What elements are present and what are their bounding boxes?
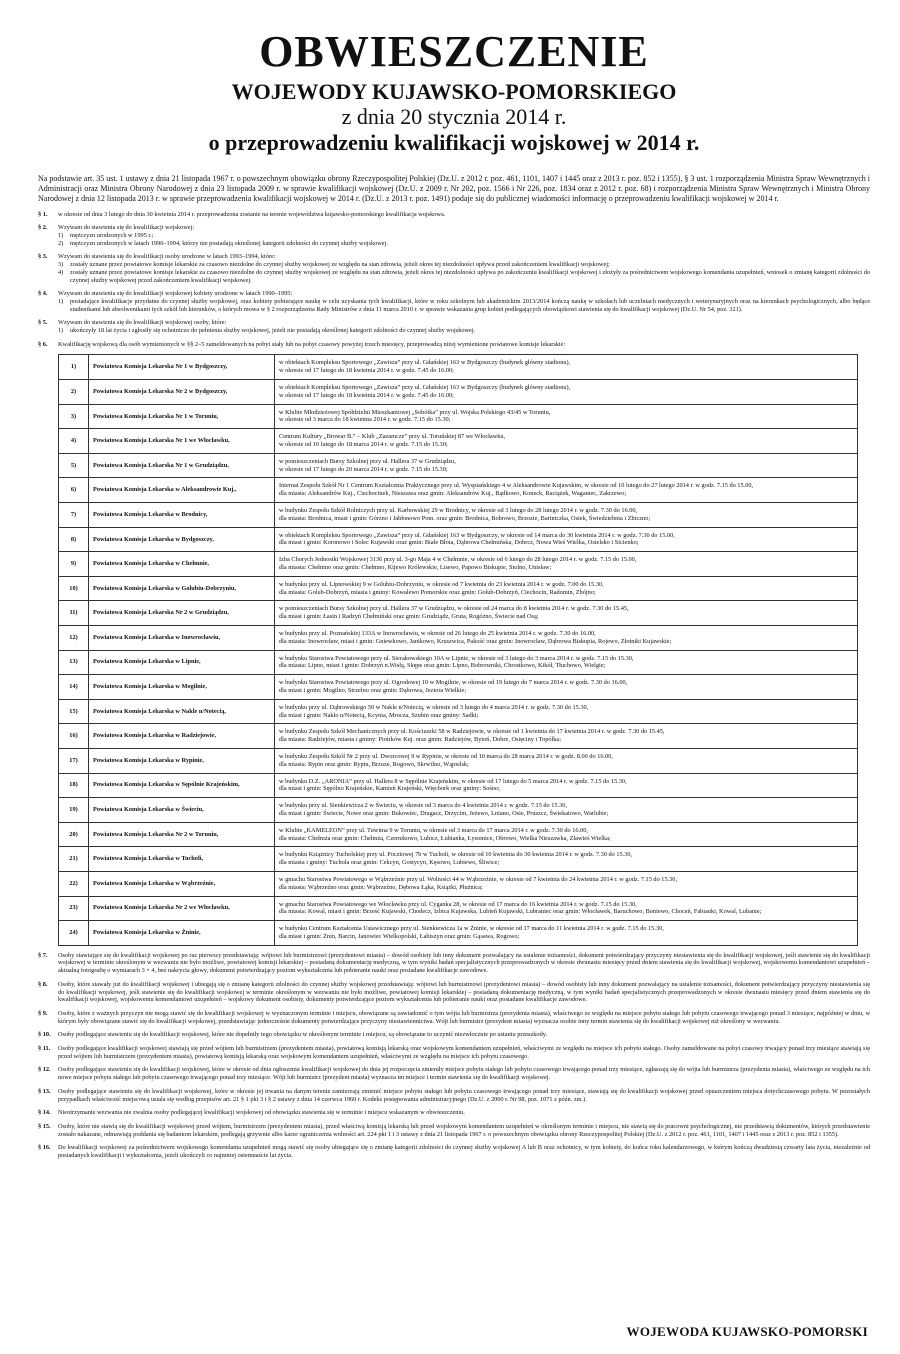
commission-name: Powiatowa Komisja Lekarska Nr 1 w Bydgoszczy, [89,355,275,380]
table-row [59,355,858,380]
section-14 [38,1109,870,1117]
area-line: dla miasta: Kowal, miast i gmin: Brześć Kujawski, Chodecz, Izbica Kujawska, Lubień Kujawski, Lubraniec oraz gmin: Włocławek, Baruchowo, Boniewo, Choceń, Fabianki, Kowal, Lubanie; [279,908,762,916]
section-5 [38,319,870,334]
section-7 [38,952,870,975]
section-text: Kwalifikację wojskową dla osób wymienionych w §§ 2–5 zameldowanych na pobyt stały lub na pobyt czasowy powyżej trzech miesięcy, przeprowadzą niżej wymienione powiatowe komisje lekarskie: [58,340,566,348]
section-number: § 15. [38,1122,51,1130]
section-number: § 3. [38,253,48,261]
list-item: 1) mężczyzn urodzonych w 1995 r.; [58,232,154,240]
section-9 [38,1010,870,1025]
section-text: Wzywam do stawienia się do kwalifikacji wojskowej kobiety urodzone w latach 1990–1995: [58,290,293,298]
commission-name: Powiatowa Komisja Lekarska w Bydgoszczy, [89,527,275,552]
commission-name: Powiatowa Komisja Lekarska Nr 2 w Toruniu, [89,822,275,847]
commission-location [275,552,858,577]
list-item: 3) zostały uznane przez powiatowe komisje lekarskie za czasowo niezdolne do czynnej służby wojskowej ze względu na stan zdrowia, jeżeli okres tej niezdolności upływa przed zakończeniem kwalifikacji wojskowej; [58,261,610,269]
area-line: dla miasta: Aleksandrów Kuj., Ciechocinek, Nieszawa oraz gmin: Aleksandrów Kuj., Bądkowo, Koneck, Raciążek, Waganiec, Zakrzewo; [279,490,627,498]
table-row [59,527,858,552]
commission-location [275,822,858,847]
section-number: § 5. [38,319,48,327]
commission-location [275,503,858,528]
commission-location [275,650,858,675]
section-10 [38,1031,870,1039]
table-row [59,429,858,454]
table-row [59,699,858,724]
commission-name: Powiatowa Komisja Lekarska Nr 1 we Włocławku, [89,429,275,454]
commission-name: Powiatowa Komisja Lekarska Nr 1 w Toruniu, [89,404,275,429]
commission-location [275,380,858,405]
table-row [59,650,858,675]
table-row [59,552,858,577]
section-number: § 13. [38,1087,51,1095]
commission-location [275,404,858,429]
table-row [59,380,858,405]
commission-number: 17) [59,748,89,773]
commission-location [275,601,858,626]
table-row [59,798,858,823]
location-line: Internat Zespołu Szkół Nr 1 Centrum Kształcenia Praktycznego przy ul. Wyspiańskiego 4 w Aleksandrowie Kujawskim, w okresie od 10 lutego do 27 lutego 2014 r. w godz. 7.15 do 15.00, [279,482,754,490]
area-line: dla miast i gmin: Świecie, Nowe oraz gmin: Bukowiec, Dragacz, Drzycim, Jeżewo, Lniano, Osie, Pruszcz, Świekatowo, Warlubie; [279,809,609,817]
commission-number: 6) [59,478,89,503]
area-line: dla miasta: Chełmno oraz gmin: Chełmno, Kijewo Królewskie, Lisewo, Papowo Biskupie, Stolno, Unisław; [279,564,552,571]
intro-paragraph: Na podstawie art. 35 ust. 1 ustawy z dnia 21 listopada 1967 r. o powszechnym obowiązku obrony Rzeczypospolitej Polskiej (Dz.U. z 2012 r. poz. 461, 1101, 1407 i 1445 oraz z 2013 r. poz. 852 i 1355), § 3 ust. 1 rozporządzenia Ministra Spraw Wewnętrznych i Administracji oraz Ministra Obrony Narodowej z dnia 23 listopada 2009 r. w sprawie kwalifikacji wojskowej (Dz.U. z 2009 r. Nr 202, poz. 1566 i Nr 226, poz. 1834 oraz z 2012 r. poz. 68) i rozporządzenia Ministra Spraw Wewnętrznych i Ministra Obrony Narodowej z dnia 12 listopada 2013 r. w sprawie przeprowadzenia kwalifikacji wojskowej w 2014 r. (Dz.U. z 2013 r. poz. 1491) podaje się do publicznej wiadomości informację o przeprowadzeniu kwalifikacji wojskowej w 2014 r. [38,174,870,204]
location-line: w budynku Książnicy Tucholskiej przy ul. Pocztowej 7b w Tucholi, w okresie od 10 kwietnia do 30 kwietnia 2014 r. w godz. 7.30 do 15.30, [279,851,633,859]
commission-location [275,576,858,601]
area-line: dla miast i gmin: Nakło n/Notecią, Kcynia, Mrocza, Szubin oraz gminy: Sadki; [279,711,479,719]
table-row [59,822,858,847]
section-11 [38,1045,870,1060]
commission-number: 2) [59,380,89,405]
section-number: § 6. [38,340,48,348]
section-16 [38,1144,870,1159]
commission-number: 13) [59,650,89,675]
commission-location [275,921,858,946]
table-row [59,896,858,921]
commission-number: 24) [59,921,89,946]
commission-location [275,871,858,896]
location-line: w budynku Starostwa Powiatowego przy ul. Ogrodowej 10 w Mogilnie, w okresie od 19 lutego do 7 marca 2014 r. w godz. 7.30 do 16.00, [279,679,628,687]
location-line: Izba Chorych Jednostki Wojskowej 3136 przy ul. 3-go Maja 4 w Chełmnie, w okresie od 6 lutego do 28 lutego 2014 r. w godz. 7.15 do 15.00, [279,556,637,564]
list-item: 1) posiadające kwalifikacje przydatne do czynnej służby wojskowej, oraz kobiety pobierające naukę w celu uzyskania tych kwalifikacji, które w roku szkolnym lub akademickim 2013/2014 kończą naukę w szkołach lub uczelniach medycznych i weterynaryjnych oraz na kierunkach psychologicznych, albo będące studentkami lub absolwentkami tych szkół lub kierunków, o których mowa w § 2 rozporządzenia Rady Ministrów z dnia 11 marca 2010 r. w sprawie wskazania grup kobiet podlegających obowiązkowi stawienia się do kwalifikacji wojskowej (Dz.U. Nr 54, poz. 321). [58,297,870,313]
commission-location [275,699,858,724]
table-row [59,773,858,798]
location-line: w budynku Zespołu Szkół Mechanicznych przy ul. Kościuszki 58 w Radziejowie, w okresie od 1 kwietnia do 17 kwietnia 2014 r. w godz. 7.30 do 15.45, [279,728,665,736]
section-3 [38,253,870,284]
section-number: § 9. [38,1009,48,1017]
section-text: Osoby podlegające kwalifikacji wojskowej stawiają się przed wójtem lub burmistrzem (prezydentem miasta), powiatową komisją lekarską oraz wojskowym komendantem uzupełnień, właściwymi ze względu na miejsce ich pobytu stałego. Osoby zameldowane na pobyt czasowy trwający ponad trzy miesiące stawiają się przed wójtem lub burmistrzem (prezydentem miasta), powiatową komisją lekarską oraz wojskowym komendantem uzupełnień, właściwymi ze względu na miejsce ich pobytu czasowego. [58,1045,870,1060]
section-text: Osoby, które nie stawią się do kwalifikacji wojskowej przed wójtem, burmistrzem (prezydentem miasta), przed właściwą komisją lekarską lub przed wojskowym komendantem uzupełnień w określonym terminie i miejscu, nie stawią się do pracowni psychologicznej, nie przedstawią dokumentów, których przedstawienie zostało nakazane, odmawiają poddania się badaniom lekarskim, podlegają grzywnie albo karze ograniczenia wolności art. 224 pkt 1 i 3 ustawy z dnia 21 listopada 1967 r. o powszechnym obowiązku obrony Rzeczypospolitej Polskiej (Dz.U. z 2012 r. poz. 461, 1101, 1407 i 1445 oraz z 2013 r. poz. 852 i 1355). [58,1122,870,1138]
commission-number: 4) [59,429,89,454]
commission-name: Powiatowa Komisja Lekarska w Wąbrzeźnie, [89,871,275,896]
section-6 [38,341,870,349]
commission-number: 3) [59,404,89,429]
table-row [59,478,858,503]
section-number: § 16. [38,1144,51,1152]
commission-name: Powiatowa Komisja Lekarska Nr 2 we Włocławku, [89,896,275,921]
section-number: § 4. [38,290,48,298]
section-text: Wzywam do stawienia się do kwalifikacji wojskowej osoby, które: [58,319,227,327]
section-number: § 1. [38,210,48,218]
section-number: § 11. [38,1045,51,1053]
section-number: § 8. [38,980,48,988]
section-12 [38,1066,870,1081]
section-text: Osoby podlegające stawieniu się do kwalifikacji wojskowej, które w okresie jej trwania na danym terenie zamierzają zmienić miejsce pobytu stałego lub pobytu czasowego trwającego ponad trzy miesiące, stawiają się do kwalifikacji wojskowej przed opuszczeniem miejsca dotychczasowego pobytu. W pozostałych przypadkach właściwość miejscową ustala się według przepisów art. 21 § 1 pkt 3 i § 2 ustawy z dnia 14 czerwca 1960 r. Kodeks postępowania administracyjnego (Dz.U. z 2000 r. Nr 98, poz. 1071 z późn. zm.). [58,1087,870,1103]
area-line: dla miasta: Wąbrzeźno oraz gmin: Wąbrzeźno, Dębowa Łąka, Książki, Płużnica; [279,883,483,891]
commission-location [275,355,858,380]
section-text: Osoby podlegające stawieniu się do kwalifikacji wojskowej, które w okresie od dnia ogłoszenia kwalifikacji wojskowej do dnia jej rozpoczęcia zmieniły miejsce pobytu stałego lub pobytu czasowego trwającego ponad trzy miesiące, zgłaszają się do wójta lub burmistrza (prezydenta miasta), właściwego ze względu na ich nowe miejsce pobytu stałego lub pobytu czasowego trwającego ponad trzy miesiące. Wójt lub burmistrz (prezydent miasta) wyznacza im miejsce i termin stawienia się do kwalifikacji wojskowej. [58,1066,870,1082]
table-row [59,724,858,749]
area-line: dla miasta: Brodnica, miast i gmin: Górzno i Jabłonowo Pom. oraz gmin: Brodnica, Bobrowo, Brzozie, Bartniczka, Osiek, Świedziebnia i Zbiczno; [279,514,651,522]
area-line: w okresie od 17 lutego do 20 marca 2014 r. w godz. 7.15 do 15.30; [279,465,448,473]
commission-location [275,748,858,773]
commission-name: Powiatowa Komisja Lekarska w Aleksandrowie Kuj., [89,478,275,503]
table-row [59,675,858,700]
commission-location [275,675,858,700]
issuer-title: WOJEWODY KUJAWSKO-POMORSKIEGO [231,79,677,104]
commission-location [275,798,858,823]
commission-number: 18) [59,773,89,798]
section-number: § 2. [38,224,48,232]
list-item: 2) mężczyzn urodzonych w latach 1990–1994, którzy nie posiadają określonej kategorii zdolności do czynnej służby wojskowej. [58,239,388,247]
section-8 [38,981,870,1004]
commission-number: 15) [59,699,89,724]
area-line: dla miasta: Chełmża oraz gmin: Chełmża, Czernikowo, Lubicz, Łubianka, Łysomice, Obrowo, Wielka Nieszawka, Zławieś Wielka; [279,834,611,842]
notice-subject: o przeprowadzeniu kwalifikacji wojskowej w 2014 r. [208,130,700,155]
location-line: w Klubie Młodzieżowej Spółdzielni Mieszkaniowej „Sobótka” przy ul. Wojska Polskiego 43/45 w Toruniu, [279,408,551,416]
commission-name: Powiatowa Komisja Lekarska w Inowrocławiu, [89,625,275,650]
area-line: dla miast i gmin: Sępólno Krajeńskie, Kamień Krajeński, Więcbork oraz gminy: Sośno; [279,785,500,793]
location-line: w obiektach Kompleksu Sportowego „Zawisza” przy ul. Gdańskiej 163 w Bydgoszczy, w okresie od 14 marca do 30 kwietnia 2014 r. w godz. 7.30 do 15.00, [279,531,675,539]
commission-location [275,896,858,921]
section-number: § 10. [38,1031,51,1039]
commission-location [275,478,858,503]
location-line: w budynku przy ul. Dąbrowskiego 50 w Nakle n/Notecią, w okresie od 3 lutego do 4 marca 2014 r. w godz. 7.30 do 15.30, [279,703,589,711]
location-line: w pomieszczeniach Bursy Szkolnej przy ul. Hallera 37 w Grudziądzu, w okresie od 24 marca do 8 kwietnia 2014 r. w godz. 7.30 do 15.45, [279,605,629,613]
signature: WOJEWODA KUJAWSKO-POMORSKI [626,1324,868,1339]
area-line: w okresie od 10 lutego do 18 marca 2014 r. w godz. 7.15 do 15.30; [279,441,448,449]
section-text: Nieotrzymanie wezwania nie zwalnia osoby podlegającej kwalifikacji wojskowej od obowiązku stawienia się w terminie i miejscu wskazanym w obwieszczeniu. [58,1109,465,1117]
commission-number: 7) [59,503,89,528]
area-line: w okresie od 17 lutego do 18 kwietnia 2014 r. w godz. 7.45 do 16.00; [279,391,454,399]
section-text: Do kwalifikacji wojskowej za pośrednictwem wojskowego komendanta uzupełnień mogą stawić się osoby ubiegające się o zmianę kategorii zdolności do czynnej służby wojskowej A lub B oraz ochotnicy, w tym kobiety, do końca roku kalendarzowego, w którym kończą dwudziestą czwarty lata życia, niezależnie od posiadanych kwalifikacji i wykształcenia, jeżeli ukończyli co najmniej osiemnaście lat życia. [58,1144,870,1160]
location-line: Centrum Kultury „Browar B.” – Klub „Zazamcze” przy ul. Toruńskiej 87 we Włocławku, [279,433,506,441]
commission-location [275,773,858,798]
section-1 [38,211,870,219]
location-line: w budynku Starostwa Powiatowego przy ul. Sierakowskiego 10A w Lipnie, w okresie od 3 lutego do 3 marca 2014 r. w godz. 7.15 do 15.30, [279,654,634,662]
location-line: w budynku D.Z. „ARONIA” przy ul. Hallera 8 w Sępólnie Krajeńskim, w okresie od 17 lutego do 5 marca 2014 r. w godz. 7.15 do 15.30, [279,777,627,785]
commission-location [275,847,858,872]
area-line: dla miast i gmin: Łasin i Radzyń Chełmiński oraz gmin: Grudziądz, Gruta, Rogóżno, Świecie nad Osą; [279,613,539,621]
table-row [59,847,858,872]
location-line: w budynku Zespołu Szkół Rolniczych przy ul. Karbowskiej 29 w Brodnicy, w okresie od 3 lutego do 28 lutego 2014 r. w godz. 7.30 do 16.00, [279,507,638,515]
area-line: w okresie od 17 lutego do 18 kwietnia 2014 r. w godz. 7.45 do 16.00; [279,367,454,375]
table-row [59,748,858,773]
commission-name: Powiatowa Komisja Lekarska w Mogilnie, [89,675,275,700]
section-13 [38,1088,870,1103]
commission-number: 14) [59,675,89,700]
commission-number: 8) [59,527,89,552]
location-line: w budynku przy ul. Poznańskiej 133A w Inowrocławiu, w okresie od 26 lutego do 25 kwietnia 2014 r. w godz. 7.30 do 16.00, [279,629,596,637]
commission-name: Powiatowa Komisja Lekarska w Sępólnie Krajeńskim, [89,773,275,798]
commission-number: 1) [59,355,89,380]
table-row [59,921,858,946]
commission-name: Powiatowa Komisja Lekarska w Chełmnie, [89,552,275,577]
commission-name: Powiatowa Komisja Lekarska w Radziejowie, [89,724,275,749]
section-number: § 12. [38,1066,51,1074]
area-line: dla miast i gmin: Koronowo i Solec Kujawski oraz gmin: Białe Błota, Dąbrowa Chełmińska, Dobrcz, Nowa Wieś Wielka, Osielsko i Sicienko; [279,539,639,547]
commission-number: 9) [59,552,89,577]
location-line: w budynku Zespołu Szkół Nr 2 przy ul. Dworcowej 9 w Rypinie, w okresie od 10 marca do 28 marca 2014 r. w godz. 8.00 do 16.00, [279,752,613,760]
table-row [59,453,858,478]
location-line: w budynku Centrum Kształcenia Ustawicznego przy ul. Sienkiewicza 1a w Żninie, w okresie od 17 marca do 11 kwietnia 2014 r. w godz. 7.15 do 15.30, [279,925,664,933]
section-text: Osoby, które z ważnych przyczyn nie mogą stawić się do kwalifikacji wojskowej w wyznaczonym terminie i miejscu, obowiązane są zawiadomić o tym wójta lub burmistrza (prezydenta miasta), właściwego ze względu na miejsce pobytu stałego lub pobytu czasowego trwającego ponad 3 miesiące, najpóźniej w dniu, w którym były obowiązane stawić się do kwalifikacji wojskowej, przedstawiając jednocześnie dokumenty potwierdzające przyczyny niestawiennictwa. Wójt lub burmistrz (prezydent miasta) wyznacza osobie inny termin stawienia się do kwalifikacji wojskowej niż określony w wezwaniu. [58,1009,870,1025]
location-line: w gmachu Starostwa Powiatowego we Włocławku przy ul. Cyganka 28, w okresie od 17 marca do 16 kwietnia 2014 r. w godz. 7.15 do 15.30, [279,900,637,908]
commission-number: 5) [59,453,89,478]
commissions-table [58,354,858,945]
section-15 [38,1123,870,1138]
table-row [59,871,858,896]
notice-date: z dnia 20 stycznia 2014 r. [341,104,567,129]
area-line: dla miasta: Rypin oraz gmin: Rypin, Brzuze, Rogowo, Skrwilno, Wąpielsk; [279,760,469,768]
commission-location [275,625,858,650]
commission-location [275,724,858,749]
commission-number: 10) [59,576,89,601]
commission-name: Powiatowa Komisja Lekarska w Golubiu-Dobrzyniu, [89,576,275,601]
location-line: w budynku przy ul. Lipnowskiej 9 w Golubiu-Dobrzyniu, w okresie od 7 kwietnia do 23 kwietnia 2014 r. w godz. 7.00 do 15.30, [279,580,604,588]
commission-name: Powiatowa Komisja Lekarska w Żninie, [89,921,275,946]
commission-name: Powiatowa Komisja Lekarska Nr 2 w Bydgoszczy, [89,380,275,405]
commission-number: 11) [59,601,89,626]
section-text: Osoby stawiające się do kwalifikacji wojskowej po raz pierwszy przedstawiają: wójtowi lub burmistrzowi (prezydentowi miasta) – dowód osobisty lub inny dokument pozwalający na ustalenie tożsamości, dokument potwierdzający przyczyny niestawienia się do kwalifikacji wojskowej, jeśli stawienie się do kwalifikacji wojskowej w terminie określonym w wezwaniu nie było możliwe, powiatowej komisji lekarskiej – posiadaną dokumentację medyczną, w tym wyniki badań specjalistycznych przeprowadzonych w okresie dwunastu miesięcy przed dniem stawienia się do kwalifikacji wojskowej, wojskowemu komendantowi uzupełnień – aktualną fotografię o wymiarach 3 × 4, bez nakrycia głowy, dokument potwierdzający poziom wykształcenia lub pobieranie nauki oraz posiadane kwalifikacje zawodowe. [58,951,870,975]
commission-number: 20) [59,822,89,847]
table-row [59,503,858,528]
commission-number: 22) [59,871,89,896]
notice-page [0,28,900,1354]
section-4 [38,290,870,313]
area-line: dla miasta: Golub-Dobrzyń, miasta i gminy: Kowalewo Pomorskie oraz gmin: Golub-Dobrzyń, Ciechocin, Radomin, Zbójno; [279,588,596,596]
commission-location [275,527,858,552]
area-line: dla miasta i gminy: Tuchola oraz gmin: Cekcyn, Gostycyn, Kęsowo, Lubiewo, Śliwice; [279,859,500,867]
commission-name: Powiatowa Komisja Lekarska w Brodnicy, [89,503,275,528]
commission-number: 12) [59,625,89,650]
location-line: w gmachu Starostwa Powiatowego w Wąbrzeźnie przy ul. Wolności 44 w Wąbrzeźnie, w okresie od 7 kwietnia do 24 kwietnia 2014 r. w godz. 7.15 do 15.30, [279,875,678,883]
commission-name: Powiatowa Komisja Lekarska w Świeciu, [89,798,275,823]
location-line: w pomieszczeniach Bursy Szkolnej przy ul. Hallera 37 w Grudziądzu, [279,457,456,465]
area-line: dla miast i gmin: Mogilno, Strzelno oraz gmin: Dąbrowa, Jeziora Wielkie; [279,686,467,694]
area-line: dla miasta: Radziejów, miasta i gminy: Piotrków Kuj. oraz gmin: Radziejów, Bytoń, Dobre, Osięciny i Topólka; [279,736,561,744]
commission-name: Powiatowa Komisja Lekarska Nr 1 w Grudziądzu, [89,453,275,478]
commission-name: Powiatowa Komisja Lekarska w Rypinie, [89,748,275,773]
commission-name: Powiatowa Komisja Lekarska w Nakle n/Notecią, [89,699,275,724]
table-row [59,404,858,429]
commission-location [275,453,858,478]
commission-number: 16) [59,724,89,749]
area-line: dla miast i gmin: Żnin, Barcin, Janowiec Wielkopolski, Łabiszyn oraz gmin: Gąsawa, Rogowo; [279,932,520,940]
list-item: 4) zostały uznane przez powiatowe komisje lekarskie za czasowo niezdolne do czynnej służby wojskowej ze względu na stan zdrowia, jeżeli okres tej niezdolności upływa po zakończeniu kwalifikacji wojskowej i złożyły za pośrednictwem wojskowego komendanta uzupełnień, wniosek o zmianę kategorii zdolności do czynnej służby wojskowej przed zakończeniem kwalifikacji wojskowej. [58,268,870,284]
commission-name: Powiatowa Komisja Lekarska w Tucholi, [89,847,275,872]
list-item: 1) ukończyły 18 lat życia i zgłosiły się ochotniczo do pełnienia służby wojskowej, jeżeli nie posiadają określonej kategorii zdolności do czynnej służby wojskowej. [58,327,476,335]
location-line: w Klubie „KAMELEON” przy ul. Tuwima 9 w Toruniu, w okresie od 3 marca do 17 marca 2014 r. w godz. 7.30 do 16.00, [279,826,588,834]
section-number: § 7. [38,951,48,959]
section-text: Osoby podlegające stawieniu się do kwalifikacji wojskowej, które nie dopełniły tego obowiązku w określonym terminie i miejscu, są obowiązane to uczynić niezwłocznie po ustaniu przeszkody. [58,1031,548,1039]
location-line: w obiektach Kompleksu Sportowego „Zawisza” przy ul. Gdańskiej 163 w Bydgoszczy (budynek główny stadionu), [279,359,571,367]
section-number: § 14. [38,1109,51,1117]
area-line: w okresie od 3 marca do 18 kwietnia 2014 r. w godz. 7.15 do 15.30; [279,416,451,424]
commission-location [275,429,858,454]
section-text: Wzywam do stawienia się do kwalifikacji wojskowej: [58,224,195,232]
section-text: Wzywam do stawienia się do kwalifikacji osoby urodzone w latach 1993–1994, które: [58,253,276,261]
commission-name: Powiatowa Komisja Lekarska Nr 2 w Grudziądzu, [89,601,275,626]
area-line: dla miasta: Inowrocław, miast i gmin: Gniewkowo, Janikowo, Kruszwica, Pakość oraz gmin: Inowrocław, Dąbrowa Biskupia, Rojewo, Złotniki Kujawskie; [279,637,672,645]
later-sections [38,952,870,1160]
section-text: w okresie od dnia 3 lutego do dnia 30 kwietnia 2014 r. przeprowadzona zostanie na terenie województwa kujawsko-pomorskiego kwalifikacja wojskowa. [58,210,446,218]
table-row [59,601,858,626]
table-row [59,625,858,650]
area-line: dla miasta: Lipno, miast i gmin: Dobrzyń n.Wisłą, Skępe oraz gmin: Lipno, Bobrowniki, Chrostkowo, Kikół, Tłuchowo, Wielgie; [279,662,606,670]
location-line: w budynku przy ul. Sienkiewicza 2 w Świeciu, w okresie od 3 marca do 4 kwietnia 2014 r. w godz. 7.15 do 15.30, [279,802,568,810]
commission-number: 19) [59,798,89,823]
commission-name: Powiatowa Komisja Lekarska w Lipnie, [89,650,275,675]
notice-title: OBWIESZCZENIE [259,27,649,76]
commission-number: 21) [59,847,89,872]
commission-number: 23) [59,896,89,921]
section-text: Osoby, które stawały już do kwalifikacji wojskowej i ubiegają się o zmianę kategorii zdolności do czynnej służby wojskowej przedstawiają: wójtowi lub burmistrzowi (prezydentowi miasta) – dowód osobisty lub inny dokument pozwalający na ustalenie tożsamości, dokument potwierdzający przyczyny niestawienia się do kwalifikacji wojskowej, jeśli stawienie się do kwalifikacji wojskowej w terminie określonym w wezwaniu nie było możliwe, powiatowej komisji lekarskiej – posiadaną dokumentację medyczną, w tym wyniki badań specjalistycznych przeprowadzonych w okresie dwunastu miesięcy przed dniem stawienia się do kwalifikacji wojskowej, wojskowemu komendantowi uzupełnień – wojskowy dokument osobisty, dokumenty potwierdzające poziom wykształcenia lub pobieranie nauki oraz posiadane kwalifikacje zawodowe. [58,980,870,1004]
section-2 [38,224,870,247]
location-line: w obiektach Kompleksu Sportowego „Zawisza” przy ul. Gdańskiej 163 w Bydgoszczy (budynek główny stadionu), [279,384,571,392]
table-row [59,576,858,601]
